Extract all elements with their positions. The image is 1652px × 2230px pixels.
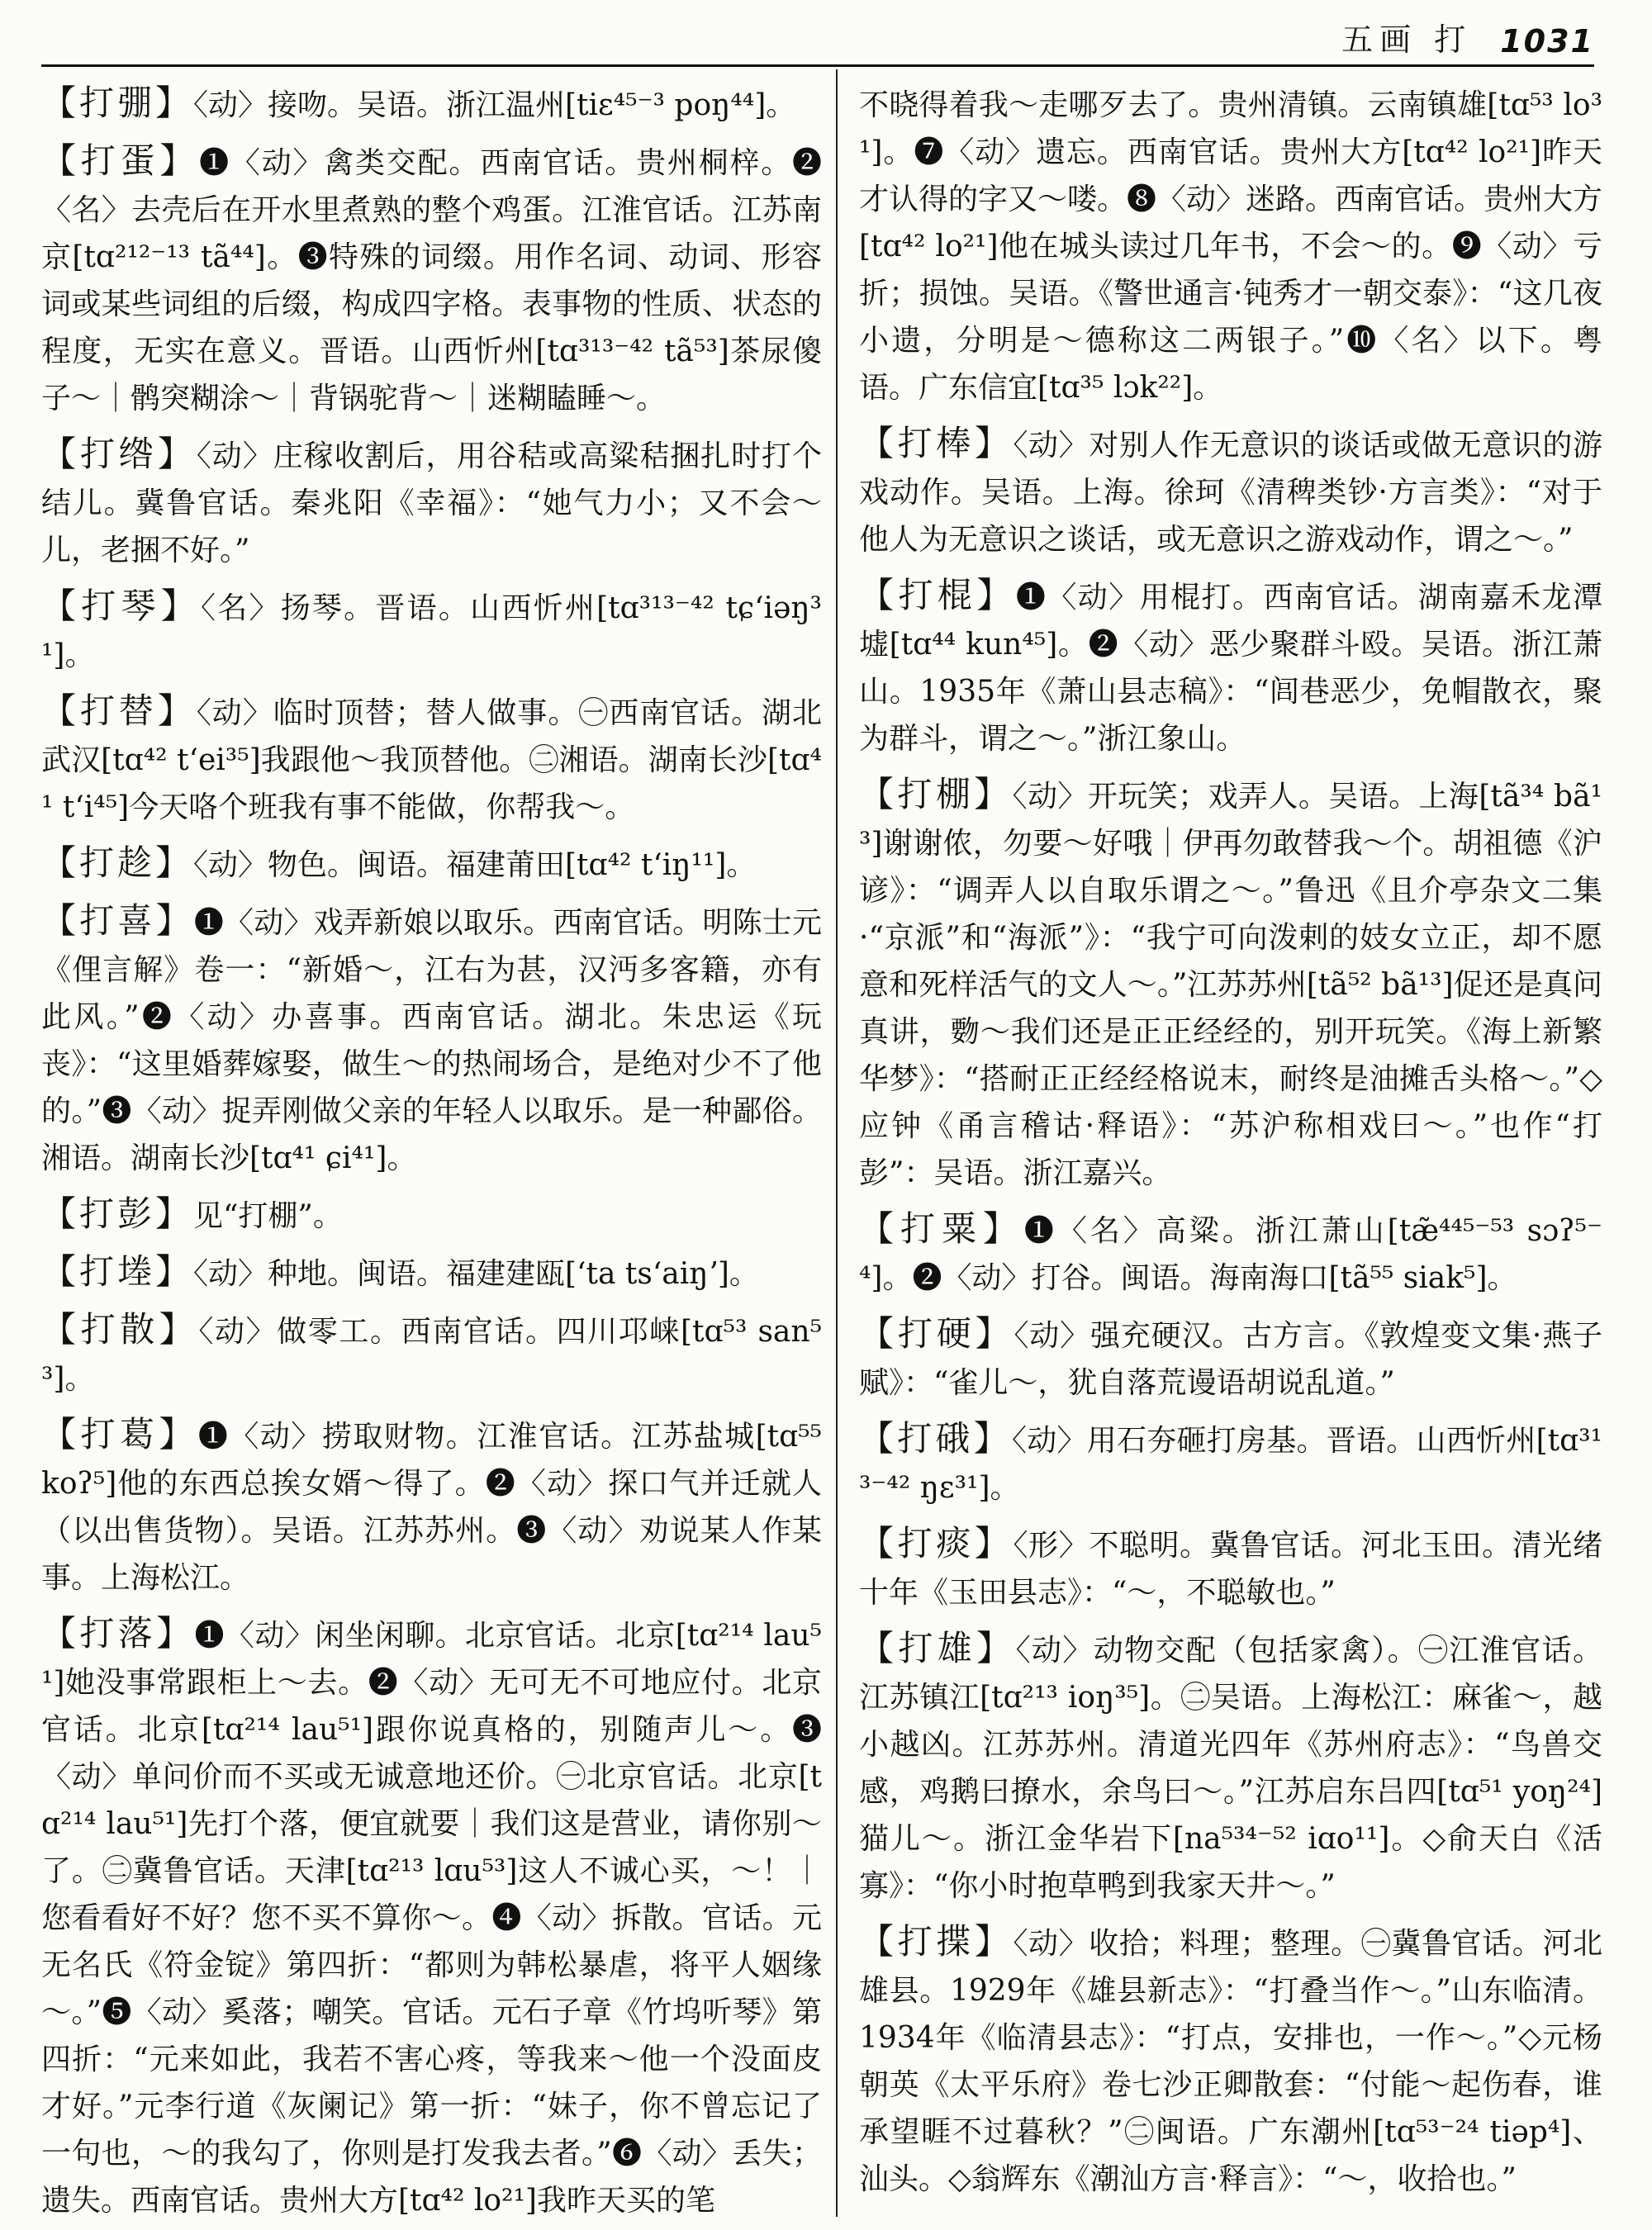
entry-headword: 【打葛】 xyxy=(41,1414,198,1454)
entry-text: 〈动〉种地。闽语。福建建瓯[ʻta tsʻaiŋʼ]。 xyxy=(193,1257,759,1291)
entry xyxy=(41,582,822,679)
entry-text: 〈动〉用石夯砸打房基。晋语。山西忻州[tɑ³¹³⁻⁴² ŋɛ³¹]。 xyxy=(859,1424,1602,1505)
entry xyxy=(41,1248,822,1298)
entry-headword: 【打弸】 xyxy=(41,83,194,123)
entry-headword: 【打蛋】 xyxy=(41,140,200,181)
entry xyxy=(859,1415,1602,1511)
entry-text: ❶〈动〉用棍打。西南官话。湖南嘉禾龙潭墟[tɑ⁴⁴ kun⁴⁵]。❷〈动〉恶少聚群斗殴。吴语。浙江萧山。1935年《萧山县志稿》：“闾巷恶少，免帽散衣，聚为群斗，谓之～。”浙江象山。 xyxy=(859,581,1602,756)
entry xyxy=(41,79,822,129)
entry-text: 〈动〉做零工。西南官话。四川邛崃[tɑ⁵³ san⁵³]。 xyxy=(41,1315,822,1396)
entry xyxy=(41,137,822,422)
entry-text: 〈名〉扬琴。晋语。山西忻州[tɑ³¹³⁻⁴² tɕʻiəŋ³¹]。 xyxy=(41,591,822,672)
entry xyxy=(859,1625,1602,1910)
entry-headword: 【打棒】 xyxy=(859,423,1014,463)
entry xyxy=(859,1310,1602,1407)
entry-headword: 【打趁】 xyxy=(41,842,194,883)
entry-text: 不晓得着我～走哪歹去了。贵州清镇。云南镇雄[tɑ⁵³ lo³¹]。❼〈动〉遗忘。西南官话。贵州大方[tɑ⁴² lo²¹]昨天才认得的字又～喽。❽〈动〉迷路。西南官话。贵州大方[tɑ⁴² lo²¹]他在城头读过几年书，不会～的。❾〈动〉亏折；损蚀。吴语。《警世通言·钝秀才一朝交泰》：“这几夜小遗，分明是～德称这二两银子。”❿〈名〉以下。粤语。广东信宜[tɑ³⁵ lɔk²²]。 xyxy=(859,88,1602,405)
entry-headword: 【打绺】 xyxy=(41,434,197,474)
entry-headword: 【打硬】 xyxy=(859,1313,1014,1354)
entry xyxy=(859,1918,1602,2203)
entry-headword: 【打痰】 xyxy=(859,1523,1014,1563)
entry xyxy=(41,1190,822,1240)
page-number: 1031 xyxy=(1500,23,1594,59)
entry xyxy=(859,771,1602,1197)
entry xyxy=(859,572,1602,762)
entry-headword: 【打粟】 xyxy=(859,1208,1024,1249)
entry xyxy=(859,420,1602,563)
entry-headword: 【打雄】 xyxy=(859,1628,1016,1668)
entry-headword: 【打彭】 xyxy=(41,1193,194,1234)
entry-text: 〈动〉收拾；料理；整理。㊀冀鲁官话。河北雄县。1929年《雄县新志》：“打叠当作～。”山东临清。1934年《临清县志》：“打点，安排也，一作～。”◇元杨朝英《太平乐府》卷七沙正卿散套：“付能～起伤春，谁承望睚不过暮秋？”㊁闽语。广东潮州[tɑ⁵³⁻²⁴ tiəp⁴]、汕头。◇翁辉东《潮汕方言·释言》：“～，收拾也。” xyxy=(859,1927,1602,2196)
entry xyxy=(41,897,822,1182)
entry xyxy=(41,1411,822,1601)
entry-headword: 【打琴】 xyxy=(41,586,201,626)
left-column xyxy=(41,79,822,2218)
entry-text: 〈动〉庄稼收割后，用谷秸或高粱秸捆扎时打个结儿。冀鲁官话。秦兆阳《幸福》：“她气力小；又不会～儿，老捆不好。” xyxy=(41,439,822,567)
entry xyxy=(41,687,822,831)
entry xyxy=(41,1610,822,2218)
entry-text: 〈动〉临时顶替；替人做事。㊀西南官话。湖北武汉[tɑ⁴² tʻei³⁵]我跟他～我顶替他。㊁湘语。湖南长沙[tɑ⁴¹ tʻi⁴⁵]今天咯个班我有事不能做，你帮我～。 xyxy=(41,696,822,824)
right-column xyxy=(859,79,1602,2218)
entry-text: ❶〈名〉高粱。浙江萧山[tæ̃⁴⁴⁵⁻⁵³ sɔʔ⁵⁻⁴]。❷〈动〉打谷。闽语。海南海口[tã⁵⁵ siak⁵]。 xyxy=(859,1214,1602,1295)
entry xyxy=(41,839,822,889)
entry-text: 〈动〉接吻。吴语。浙江温州[tiɛ⁴⁵⁻³ poŋ⁴⁴]。 xyxy=(193,88,796,122)
entry-headword: 【打落】 xyxy=(41,1613,195,1654)
entry-text: 〈形〉不聪明。冀鲁官话。河北玉田。清光绪十年《玉田县志》：“～，不聪敏也。” xyxy=(859,1529,1602,1610)
entry xyxy=(859,1205,1602,1302)
entry-headword: 【打硪】 xyxy=(859,1418,1013,1459)
entry-headword: 【打散】 xyxy=(41,1309,199,1350)
entry-headword: 【打替】 xyxy=(41,690,197,731)
entry-headword: 【打喜】 xyxy=(41,900,194,941)
page-header xyxy=(41,8,1594,67)
entry xyxy=(859,1520,1602,1616)
entry-text: ❶〈动〉戏弄新娘以取乐。西南官话。明陈士元《俚言解》卷一：“新婚～，江右为甚，汉沔多客籍，亦有此风。”❷〈动〉办喜事。西南官话。湖北。朱忠运《玩丧》：“这里婚葬嫁娶，做生～的热闹场合，是绝对少不了他的。”❸〈动〉捉弄刚做父亲的年轻人以取乐。是一种鄙俗。湘语。湖南长沙[tɑ⁴¹ ɕi⁴¹]。 xyxy=(41,906,822,1175)
entry-text: 〈动〉开玩笑；戏弄人。吴语。上海[tã³⁴ bã¹³]谢谢侬，勿要～好哦｜伊再勿敢替我～个。胡祖德《沪谚》：“调弄人以自取乐谓之～。”鲁迅《且介亭杂文二集·“京派”和“海派”》：“我宁可向泼剌的妓女立正，却不愿意和死样活气的文人～。”江苏苏州[tã⁵² bã¹³]促还是真问真讲，覅～我们还是正正经经的，别开玩笑。《海上新繁华梦》：“搭耐正正经经格说末，耐终是油摊舌头格～。”◇应钟《甬言稽诂·释语》：“苏沪称相戏曰～。”也作“打彭”：吴语。浙江嘉兴。 xyxy=(859,780,1602,1190)
entry-text: ❶〈动〉捞取财物。江淮官话。江苏盐城[tɑ⁵⁵ koʔ⁵]他的东西总挨女婿～得了。❷〈动〉探口气并迁就人（以出售货物）。吴语。江苏苏州。❸〈动〉劝说某人作某事。上海松江。 xyxy=(41,1420,822,1595)
entry-text: 〈动〉强充硬汉。古方言。《敦煌变文集·燕子赋》：“雀儿～，犹自落荒谩语胡说乱道。” xyxy=(859,1319,1602,1400)
column-divider xyxy=(836,69,838,2217)
entry xyxy=(41,430,822,574)
entry-continued xyxy=(859,79,1602,411)
entry xyxy=(41,1306,822,1402)
entry-headword: 【打棚】 xyxy=(859,774,1013,814)
entry-text: 〈动〉物色。闽语。福建莆田[tɑ⁴² tʻiŋ¹¹]。 xyxy=(193,848,757,882)
entry-text: 〈动〉对别人作无意识的谈话或做无意识的游戏动作。吴语。上海。徐珂《清稗类钞·方言类》：“对于他人为无意识之谈话，或无意识之游戏动作，谓之～。” xyxy=(859,429,1602,557)
entry-headword: 【打棍】 xyxy=(859,575,1016,615)
entry-headword: 【打堘】 xyxy=(41,1251,194,1292)
entry-text: ❶〈动〉禽类交配。西南官话。贵州桐梓。❷〈名〉去壳后在开水里煮熟的整个鸡蛋。江淮官话。江苏南京[tɑ²¹²⁻¹³ tã⁴⁴]。❸特殊的词缀。用作名词、动词、形容词或某些词组的后缀，构成四字格。表事物的性质、状态的程度，无实在意义。晋语。山西忻州[tɑ³¹³⁻⁴² tã⁵³]茶尿傻子～｜鹘突糊涂～｜背锅驼背～｜迷糊瞌睡～。 xyxy=(41,146,822,415)
entry-text: 〈动〉动物交配（包括家禽）。㊀江淮官话。江苏镇江[tɑ²¹³ ioŋ³⁵]。㊁吴语。上海松江：麻雀～，越小越凶。江苏苏州。清道光四年《苏州府志》：“鸟兽交感，鸡鹅曰撩水，余鸟曰～。”江苏启东吕四[tɑ⁵¹ yoŋ²⁴]猫儿～。浙江金华岩下[na⁵³⁴⁻⁵² iɑo¹¹]。◇俞天白《活寡》：“你小时抱草鸭到我家天井～。” xyxy=(859,1634,1602,1903)
section-title: 五画 打 xyxy=(1341,21,1473,58)
entry-text: ❶〈动〉闲坐闲聊。北京官话。北京[tɑ²¹⁴ lau⁵¹]她没事常跟柜上～去。❷〈动〉无可无不可地应付。北京官话。北京[tɑ²¹⁴ lau⁵¹]跟你说真格的，别随声儿～。❸〈动〉单问价而不买或无诚意地还价。㊀北京官话。北京[tɑ²¹⁴ lau⁵¹]先打个落，便宜就要｜我们这是营业，请你别～了。㊁冀鲁官话。天津[tɑ²¹³ lɑu⁵³]这人不诚心买，～！｜您看看好不好？您不买不算你～。❹〈动〉拆散。官话。元无名氏《符金锭》第四折：“都则为韩松暴虐，将平人姻缘～。”❺〈动〉奚落；嘲笑。官话。元石子章《竹坞听琴》第四折：“元来如此，我若不害心疼，等我来～他一个没面皮才好。”元李行道《灰阑记》第一折：“妹子，你不曾忘记了一句也，～的我勾了，你则是打发我去者。”❻〈动〉丢失；遗失。西南官话。贵州大方[tɑ⁴² lo²¹]我昨天买的笔 xyxy=(41,1619,822,2218)
entry-text: 见“打棚”。 xyxy=(193,1199,343,1233)
entry-headword: 【打揲】 xyxy=(859,1921,1014,1962)
